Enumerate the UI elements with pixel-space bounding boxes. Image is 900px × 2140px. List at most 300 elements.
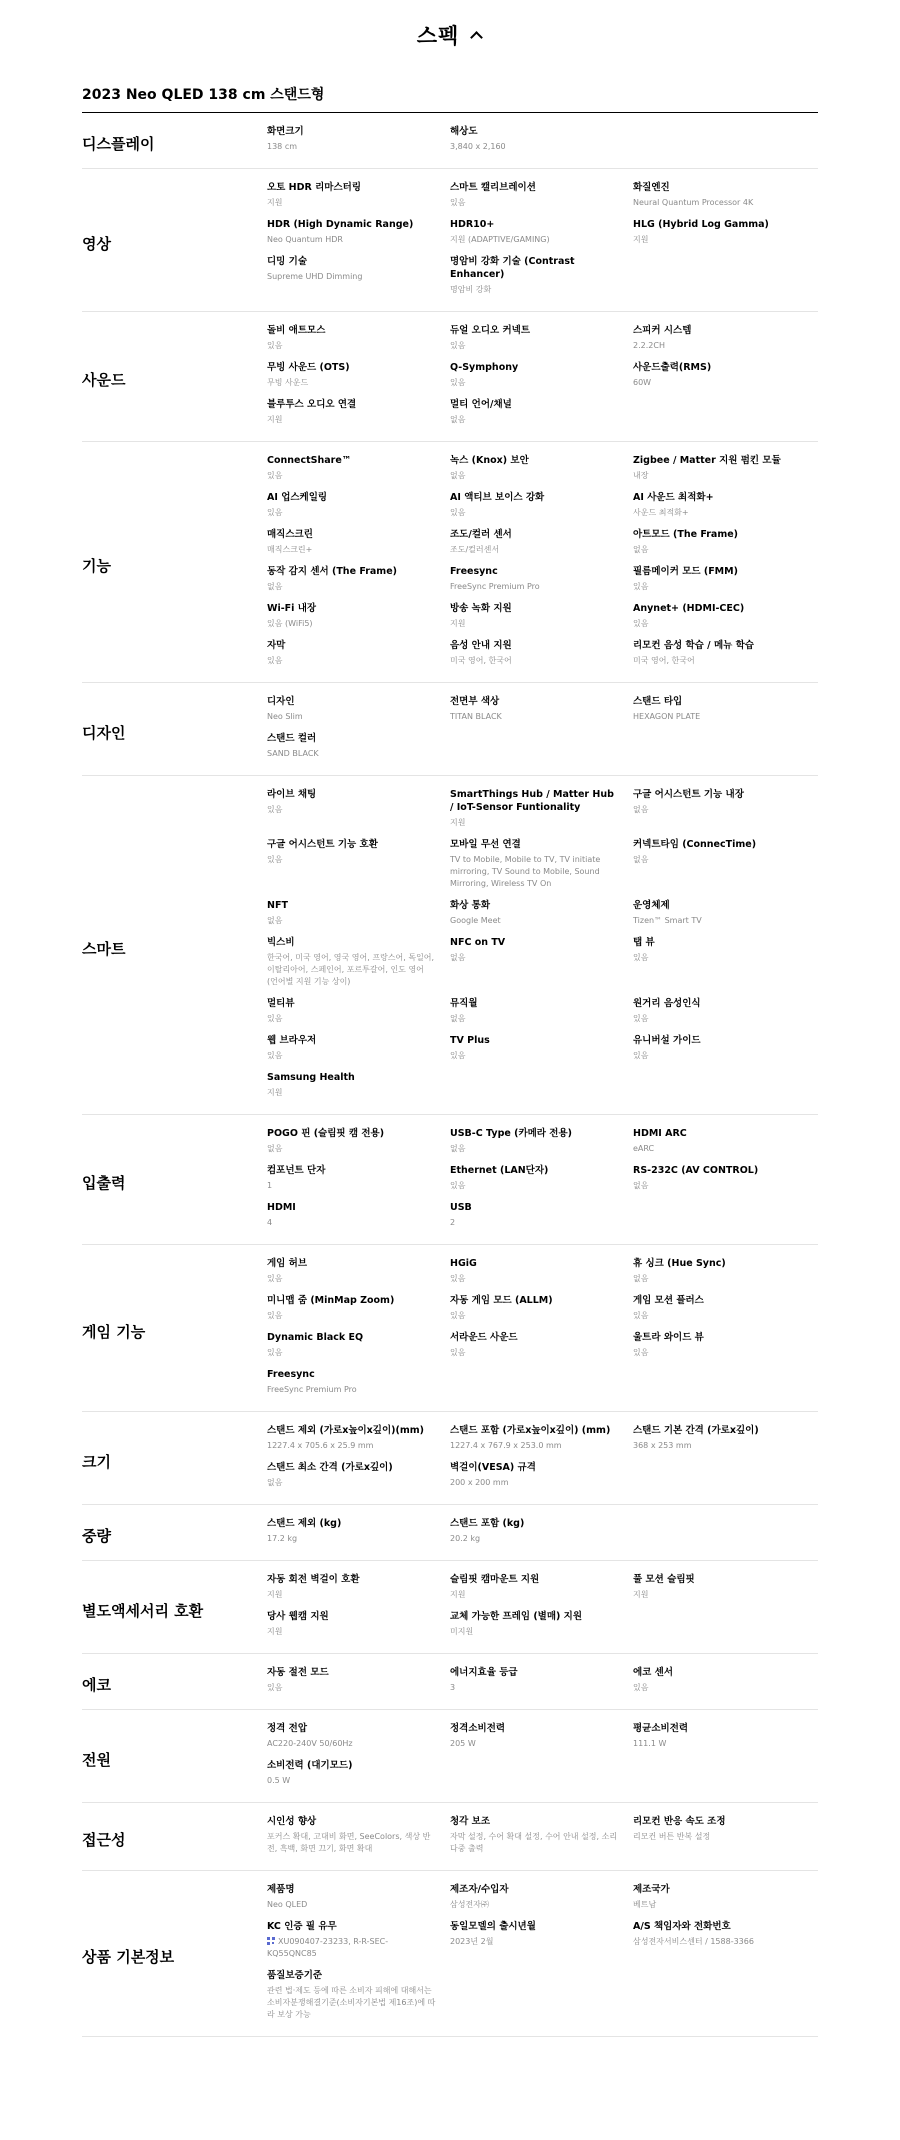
spec-value-text: 2.2.2CH (633, 341, 665, 350)
spec-item (267, 788, 450, 838)
spec-value (267, 1013, 436, 1025)
spec-item (267, 565, 450, 602)
spec-item (450, 361, 633, 398)
section-title: 디스플레이 (82, 135, 155, 153)
spec-item (633, 181, 816, 218)
spec-label: 소비전력 (대기모드) (267, 1760, 353, 1771)
spec-value (267, 470, 436, 482)
spec-label: 제품명 (267, 1884, 295, 1895)
spec-grid (267, 1666, 818, 1703)
spec-value (633, 915, 802, 927)
spec-grid (267, 695, 818, 769)
spec-grid (267, 1257, 818, 1405)
spec-value-text: 368 x 253 mm (633, 1441, 692, 1450)
spec-label: 아트모드 (The Frame) (633, 529, 739, 540)
spec-section (82, 1710, 818, 1803)
chevron-up-icon[interactable] (469, 28, 483, 42)
spec-value (450, 414, 619, 426)
spec-label: 컴포넌트 단자 (267, 1165, 326, 1176)
spec-item (450, 838, 633, 899)
spec-label: POGO 핀 (슬림핏 캠 전용) (267, 1128, 385, 1139)
spec-label: Dynamic Black EQ (267, 1332, 364, 1343)
spec-grid (267, 1573, 818, 1647)
spec-item (450, 1294, 633, 1331)
spec-label: 방송 녹화 지원 (450, 603, 512, 614)
spec-value (450, 544, 619, 556)
spec-value-text: 111.1 W (633, 1739, 667, 1748)
spec-value-text: 매직스크린+ (267, 545, 313, 554)
spec-value-text: Neo QLED (267, 1900, 308, 1909)
spec-value-text: Tizen™ Smart TV (633, 916, 702, 925)
spec-value (450, 340, 619, 352)
spec-value-text: 있음 (633, 1683, 649, 1692)
spec-item (450, 491, 633, 528)
spec-value-text: 지원 (450, 1590, 466, 1599)
spec-value (267, 141, 436, 153)
spec-item (633, 936, 816, 997)
spec-label: 평균소비전력 (633, 1723, 689, 1734)
spec-value-text: 미국 영어, 한국어 (450, 656, 512, 665)
spec-value-text: 명암비 강화 (450, 285, 492, 294)
spec-item (450, 997, 633, 1034)
spec-value (267, 1738, 436, 1750)
spec-item (267, 1071, 450, 1108)
spec-item (450, 181, 633, 218)
spec-item (267, 255, 450, 305)
spec-value-text: 있음 (633, 1311, 649, 1320)
spec-label: 휴 싱크 (Hue Sync) (633, 1258, 726, 1269)
spec-value-text: 지원 (267, 1590, 283, 1599)
spec-value (450, 1050, 619, 1062)
section-title: 스마트 (82, 939, 126, 958)
spec-value-text: 3,840 x 2,160 (450, 142, 506, 151)
spec-label: KC 인증 필 유무 (267, 1921, 337, 1932)
spec-label: 음성 안내 지원 (450, 640, 512, 651)
spec-label: TV Plus (450, 1035, 490, 1046)
spec-label: HDR (High Dynamic Range) (267, 219, 414, 230)
spec-value (633, 1738, 802, 1750)
section-title: 입출력 (82, 1174, 126, 1192)
spec-label: 자동 게임 모드 (ALLM) (450, 1295, 553, 1306)
spec-value (633, 804, 802, 816)
spec-item (450, 1164, 633, 1201)
spec-value (450, 1143, 619, 1155)
spec-item (267, 1127, 450, 1164)
spec-value-text: 내장 (633, 471, 649, 480)
spec-value-text: 있음 (450, 508, 466, 517)
spec-value-text: 있음 (633, 1051, 649, 1060)
spec-value-text: 지원 (ADAPTIVE/GAMING) (450, 235, 550, 244)
spec-item (450, 255, 633, 305)
spec-value (633, 544, 802, 556)
spec-item (267, 899, 450, 936)
spec-label: 오토 HDR 리마스터링 (267, 182, 362, 193)
spec-label: 조도/컬러 센서 (450, 529, 512, 540)
spec-value (633, 1050, 802, 1062)
spec-value (267, 1217, 436, 1229)
spec-label: 운영체제 (633, 900, 670, 911)
spec-label: 탭 뷰 (633, 937, 655, 948)
spec-item (450, 1461, 633, 1498)
spec-label: 교체 가능한 프레임 (별매) 지원 (450, 1611, 583, 1622)
spec-value (450, 1589, 619, 1601)
spec-item (267, 1424, 450, 1461)
spec-value (267, 1384, 436, 1396)
spec-value (267, 1310, 436, 1322)
spec-item (633, 997, 816, 1034)
spec-value (633, 618, 802, 630)
section-title: 에코 (82, 1676, 111, 1694)
spec-value-text: 있음 (267, 471, 283, 480)
spec-value (450, 581, 619, 593)
spec-label: 멀티 언어/채널 (450, 399, 512, 410)
spec-label: Q-Symphony (450, 362, 519, 373)
spec-value (633, 854, 802, 866)
spec-value-text: FreeSync Premium Pro (450, 582, 540, 591)
spec-value (450, 854, 619, 890)
spec-value (450, 1217, 619, 1229)
spec-value (450, 197, 619, 209)
spec-header[interactable] (82, 0, 818, 70)
spec-item (267, 454, 450, 491)
spec-value (450, 470, 619, 482)
spec-value (267, 544, 436, 556)
spec-label: 멀티뷰 (267, 998, 295, 1009)
spec-grid (267, 324, 818, 435)
spec-value (633, 470, 802, 482)
spec-value-text: 2 (450, 1218, 456, 1227)
spec-value-text: 없음 (633, 805, 649, 814)
spec-section (82, 776, 818, 1115)
spec-label: Freesync (267, 1369, 315, 1380)
spec-item (267, 491, 450, 528)
spec-item (450, 1424, 633, 1461)
spec-value-text: AC220-240V 50/60Hz (267, 1739, 353, 1748)
spec-value-text: 있음 (450, 1348, 466, 1357)
spec-label: RS-232C (AV CONTROL) (633, 1165, 759, 1176)
spec-item (267, 398, 450, 435)
spec-value (267, 414, 436, 426)
section-title: 영상 (82, 234, 111, 253)
spec-item (450, 324, 633, 361)
spec-label: 에코 센서 (633, 1667, 674, 1678)
spec-value-text: 있음 (450, 1181, 466, 1190)
spec-label: NFT (267, 900, 288, 911)
spec-item (450, 454, 633, 491)
spec-value-text: 있음 (267, 341, 283, 350)
spec-label: 모바일 무선 연결 (450, 839, 521, 850)
spec-label: 전면부 색상 (450, 696, 500, 707)
spec-label: 스피커 시스템 (633, 325, 692, 336)
spec-label: 리모컨 음성 학습 / 메뉴 학습 (633, 640, 754, 651)
spec-value-text: 포커스 확대, 고대비 화면, SeeColors, 색상 반전, 흑백, 화면 끄기, 화면 확대 (267, 1832, 431, 1853)
spec-value (450, 1273, 619, 1285)
spec-value-text: 지원 (267, 1088, 283, 1097)
spec-value-text: 있음 (267, 508, 283, 517)
spec-label: AI 액티브 보이스 강화 (450, 492, 545, 503)
spec-value (267, 1273, 436, 1285)
spec-value (633, 1440, 802, 1452)
spec-value (633, 1013, 802, 1025)
section-title: 디자인 (82, 723, 126, 742)
spec-label: HDMI (267, 1202, 296, 1213)
spec-value-text: 지원 (450, 818, 466, 827)
spec-value-text: 3 (450, 1683, 456, 1692)
spec-item (450, 218, 633, 255)
spec-item (633, 324, 816, 361)
spec-label: A/S 책임자와 전화번호 (633, 1921, 731, 1932)
spec-value-text: 있음 (267, 1311, 283, 1320)
spec-label: 동작 감지 센서 (The Frame) (267, 566, 397, 577)
spec-value (267, 1440, 436, 1452)
spec-value (450, 1738, 619, 1750)
spec-value-text: 없음 (267, 1144, 283, 1153)
spec-value-text: 있음 (267, 1014, 283, 1023)
spec-item (633, 454, 816, 491)
spec-section (82, 442, 818, 683)
spec-value-text: 없음 (633, 545, 649, 554)
spec-value-text: 있음 (267, 1348, 283, 1357)
spec-item (633, 491, 816, 528)
spec-item (450, 528, 633, 565)
spec-item (267, 1920, 450, 1969)
spec-label: 스탠드 기본 간격 (가로x깊이) (633, 1425, 759, 1436)
spec-value (450, 1310, 619, 1322)
spec-item (267, 936, 450, 997)
spec-value-text: 없음 (267, 916, 283, 925)
spec-value-text: 있음 (267, 656, 283, 665)
spec-value-text: 없음 (267, 582, 283, 591)
qr-code-icon[interactable] (267, 1937, 275, 1945)
spec-value (450, 655, 619, 667)
spec-value-text: 지원 (633, 1590, 649, 1599)
spec-value-text: 205 W (450, 1739, 476, 1748)
spec-item (267, 695, 450, 732)
spec-label: 빅스비 (267, 937, 295, 948)
spec-label: 스탠드 컬러 (267, 733, 317, 744)
spec-item (267, 1257, 450, 1294)
spec-label: Samsung Health (267, 1072, 355, 1083)
spec-item (267, 1815, 450, 1864)
spec-value (450, 1477, 619, 1489)
spec-value (633, 655, 802, 667)
spec-value (267, 1985, 436, 2021)
section-title: 중량 (82, 1527, 111, 1545)
spec-value (633, 1936, 802, 1948)
spec-item (633, 838, 816, 899)
spec-value (450, 1533, 619, 1545)
spec-item (267, 1610, 450, 1647)
spec-item (267, 181, 450, 218)
spec-label: 스마트 캘리브레이션 (450, 182, 536, 193)
spec-section (82, 169, 818, 312)
spec-section (82, 1505, 818, 1561)
spec-item (450, 1517, 633, 1554)
spec-value (450, 1899, 619, 1911)
spec-label: 자동 절전 모드 (267, 1667, 329, 1678)
spec-value (450, 915, 619, 927)
spec-label: 풀 모션 슬림핏 (633, 1574, 695, 1585)
spec-value-text: 지원 (450, 619, 466, 628)
spec-item (267, 1666, 450, 1703)
spec-label: 스탠드 최소 간격 (가로x깊이) (267, 1462, 393, 1473)
spec-label: SmartThings Hub / Matter Hub / IoT-Sensor Funtionality (450, 789, 614, 813)
spec-value-text: 없음 (633, 855, 649, 864)
spec-label: 원거리 음성인식 (633, 998, 701, 1009)
spec-grid (267, 1127, 818, 1238)
spec-value (633, 507, 802, 519)
spec-value-text: Neural Quantum Processor 4K (633, 198, 754, 207)
spec-label: 웹 브라우저 (267, 1035, 317, 1046)
spec-label: 구글 어시스턴트 기능 호환 (267, 839, 378, 850)
spec-value-text: 17.2 kg (267, 1534, 298, 1543)
spec-item (450, 1666, 633, 1703)
spec-value-text: 없음 (450, 1144, 466, 1153)
spec-grid (267, 1517, 818, 1554)
section-title: 기능 (82, 556, 111, 575)
spec-label: 제조자/수입자 (450, 1884, 509, 1895)
spec-label: 블루투스 오디오 연결 (267, 399, 357, 410)
spec-value (450, 1013, 619, 1025)
spec-item (633, 1573, 816, 1610)
spec-item (450, 788, 633, 838)
spec-value-text: 조도/컬러센서 (450, 545, 500, 554)
spec-value-text: 있음 (267, 1051, 283, 1060)
spec-section (82, 1115, 818, 1245)
spec-value (633, 952, 802, 964)
spec-value-text: 지원 (267, 415, 283, 424)
spec-item (267, 125, 450, 162)
spec-label: 리모컨 반응 속도 조정 (633, 1816, 726, 1827)
spec-item (633, 1424, 816, 1461)
spec-value (267, 1143, 436, 1155)
spec-value-text: 60W (633, 378, 652, 387)
spec-item (633, 1815, 816, 1864)
spec-value-text: 지원 (267, 1627, 283, 1636)
spec-item (267, 1969, 450, 2030)
spec-value (450, 141, 619, 153)
spec-value (267, 340, 436, 352)
spec-label: 해상도 (450, 126, 478, 137)
spec-item (633, 899, 816, 936)
spec-value (267, 655, 436, 667)
spec-label: 정격소비전력 (450, 1723, 506, 1734)
spec-item (450, 1034, 633, 1071)
spec-value-text: 1 (267, 1181, 273, 1190)
spec-value (267, 711, 436, 723)
spec-item (450, 602, 633, 639)
spec-item (450, 125, 633, 162)
spec-value-text: Neo Slim (267, 712, 303, 721)
spec-grid (267, 125, 818, 162)
spec-value-text: 한국어, 미국 영어, 영국 영어, 프랑스어, 독일어, 이탈리아어, 스페인어, 포르투갈어, 인도 영어 (언어별 지원 기능 상이) (267, 953, 435, 986)
spec-value-text: 무빙 사운드 (267, 378, 309, 387)
spec-value-text: TITAN BLACK (450, 712, 502, 721)
spec-value (450, 1626, 619, 1638)
spec-value-text: 삼성전자㈜ (450, 1900, 489, 1909)
spec-value (633, 1180, 802, 1192)
spec-item (633, 788, 816, 838)
spec-value-text: HEXAGON PLATE (633, 712, 701, 721)
spec-grid (267, 788, 818, 1108)
spec-label: Anynet+ (HDMI-CEC) (633, 603, 745, 614)
spec-value (633, 377, 802, 389)
section-title: 게임 기능 (82, 1322, 146, 1341)
spec-value (633, 1899, 802, 1911)
spec-value (267, 748, 436, 760)
spec-label: HDMI ARC (633, 1128, 687, 1139)
spec-value-text: 있음 (267, 855, 283, 864)
spec-label: 자막 (267, 640, 286, 651)
spec-label: HLG (Hybrid Log Gamma) (633, 219, 769, 230)
spec-value (267, 618, 436, 630)
spec-value (267, 804, 436, 816)
spec-section (82, 1654, 818, 1710)
spec-value-text: eARC (633, 1144, 655, 1153)
spec-label: 듀얼 오디오 커넥트 (450, 325, 531, 336)
spec-value-text: 없음 (450, 471, 466, 480)
spec-item (267, 838, 450, 899)
section-title: 접근성 (82, 1831, 126, 1849)
spec-label: USB-C Type (카메라 전용) (450, 1128, 572, 1139)
spec-label: Wi-Fi 내장 (267, 603, 317, 614)
spec-value (450, 1682, 619, 1694)
spec-value-text: 없음 (450, 415, 466, 424)
spec-value-text: 없음 (633, 1181, 649, 1190)
spec-value-text: 있음 (267, 1683, 283, 1692)
spec-value (267, 1477, 436, 1489)
spec-label: 게임 모션 플러스 (633, 1295, 704, 1306)
spec-value (267, 1180, 436, 1192)
spec-value (267, 1682, 436, 1694)
spec-label: NFC on TV (450, 937, 506, 948)
spec-item (633, 1164, 816, 1201)
spec-value (450, 711, 619, 723)
spec-item (633, 218, 816, 255)
spec-item (267, 528, 450, 565)
spec-item (450, 1331, 633, 1368)
spec-value-text: 2023년 2월 (450, 1937, 494, 1946)
spec-value-text: 200 x 200 mm (450, 1478, 509, 1487)
spec-value (633, 1682, 802, 1694)
spec-item (450, 695, 633, 732)
spec-value-text: 4 (267, 1218, 273, 1227)
spec-item (450, 1257, 633, 1294)
spec-label: 유니버설 가이드 (633, 1035, 701, 1046)
spec-value-text: 0.5 W (267, 1776, 291, 1785)
spec-value (267, 1899, 436, 1911)
spec-value (633, 1310, 802, 1322)
spec-value (450, 618, 619, 630)
spec-item (633, 1294, 816, 1331)
spec-item (267, 1164, 450, 1201)
spec-value-text: 있음 (633, 582, 649, 591)
spec-label: 시인성 향상 (267, 1816, 317, 1827)
spec-label: 스탠드 제외 (kg) (267, 1518, 342, 1529)
spec-value-text: Google Meet (450, 916, 501, 925)
spec-value (633, 711, 802, 723)
spec-item (450, 1201, 633, 1238)
spec-value-text: 지원 (633, 235, 649, 244)
spec-value (633, 1347, 802, 1359)
spec-value-text: Neo Quantum HDR (267, 235, 343, 244)
spec-value (267, 952, 436, 988)
spec-item (633, 639, 816, 676)
spec-label: Ethernet (LAN단자) (450, 1165, 549, 1176)
spec-value-text: FreeSync Premium Pro (267, 1385, 357, 1394)
spec-value-text: 리모컨 버튼 반복 설정 (633, 1832, 711, 1841)
spec-value-text: 있음 (450, 378, 466, 387)
